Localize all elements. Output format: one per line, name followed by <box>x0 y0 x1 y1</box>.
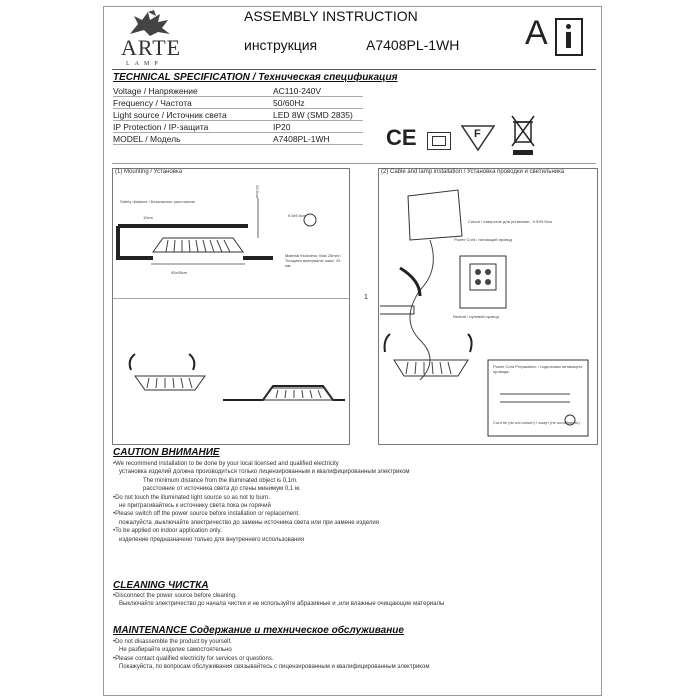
lang-badge: A <box>525 14 548 52</box>
spec-label: MODEL / Модель <box>113 134 181 144</box>
spec-value: IP20 <box>273 122 291 132</box>
header-divider <box>112 69 596 70</box>
caution-line: расстояние от источника света до стены минимум 0,1 м. <box>143 486 301 493</box>
dim-10cm: 10cm <box>143 215 153 220</box>
caution-line: •Please switch off the power source before installation or replacement. <box>113 511 300 518</box>
power-cord-label: Power Cord / питающий провод <box>454 237 512 242</box>
caution-line: не притрагивайтесь к источнику света пока он горячий <box>119 503 271 510</box>
maintenance-title: MAINTENANCE Содержание и техническое обслуживание <box>113 625 404 636</box>
dim-depth: 25.5cm <box>255 185 260 199</box>
info-book-icon <box>555 18 583 56</box>
cleaning-line: •Disconnect the power source before cleaning. <box>113 593 237 599</box>
material-note: Material thickness: Max 25mm / Толщина материала: макс. 25 мм <box>285 253 342 268</box>
spec-value: AC110-240V <box>273 86 322 96</box>
cutout-label: Cutout / отверстие для установки : 9.5X9.5cm <box>468 219 552 224</box>
spec-value: A7408PL-1WH <box>273 134 330 144</box>
f-mark-icon <box>460 122 496 157</box>
ce-mark: CE <box>386 125 417 150</box>
caution-line: •To be applied on indoor application only. <box>113 528 222 535</box>
spec-label: Frequency / Частота <box>113 98 192 108</box>
maintenance-line: Не разбирайте изделие самостоятельно <box>119 647 232 654</box>
mounting-title: (1) Mounting / Установка <box>115 169 183 175</box>
caution-line: пожалуйста ,выключайте электричество до замены источника света или при замене изделия <box>119 519 379 526</box>
cord-prep-title: Power Cord Preparation: / подготовка питающего провода: <box>493 364 583 374</box>
spec-divider <box>112 163 596 164</box>
cleaning-title: CLEANING ЧИСТКА <box>113 580 209 591</box>
f-mark-label: F <box>474 128 481 140</box>
class-ii-icon <box>427 132 451 150</box>
maintenance-list <box>113 638 429 672</box>
maintenance-line: •Please contact qualified electricity for services or questions. <box>113 655 274 662</box>
cleaning-list <box>113 592 444 609</box>
dim-95x95: 95x95cm <box>171 270 188 275</box>
brand-logo <box>120 8 186 68</box>
mounting-diagram <box>113 178 283 278</box>
safety-distance-label: Safety distance / Безопасное расстояние <box>120 199 195 204</box>
weee-bin-icon <box>510 114 536 163</box>
caution-line: The minimum distance from the illuminated object is 0,1m. <box>143 477 298 484</box>
brand-name: ARTE <box>121 35 182 60</box>
griffin-icon <box>120 8 186 38</box>
caution-line: •Do not touch the illuminated light source so as not to burn. <box>113 494 270 501</box>
spec-value: LED 8W (SMD 2835) <box>273 110 353 120</box>
spec-label: Light source / Источник света <box>113 110 227 120</box>
spec-title: TECHNICAL SPECIFICATION / Техническая спецификация <box>113 72 398 83</box>
spec-label: Voltage / Напряжение <box>113 86 198 96</box>
cord-prep-note: Cord tie (do not loosen) / хомут (не ослабевать) <box>493 420 580 425</box>
neutral-label: Neutral / нулевой провод <box>453 314 499 319</box>
caution-line: •We recommend installation to be done by your local licensed and qualified electricity <box>113 461 339 467</box>
cleaning-line: Выключайте электричество до начала чистки и не используйте абразивные и ,или влажные очищающие материалы <box>119 601 445 608</box>
page-title: ASSEMBLY INSTRUCTION <box>244 8 418 24</box>
step-one-marker: 1 <box>364 294 368 301</box>
spec-value: 50/60Hz <box>273 98 305 108</box>
install-diagram <box>113 330 348 440</box>
page-model: A7408PL-1WH <box>366 37 460 53</box>
brand-subtitle: LAMP <box>126 61 163 67</box>
maintenance-line: •Do not disassemble the product by yourself. <box>113 639 232 645</box>
cutout-size: 9.5x9.5cm <box>288 213 307 218</box>
caution-list <box>113 460 410 544</box>
page-subtitle-ru: инструкция <box>244 37 318 53</box>
caution-line: изделение предназначено только для внутреннего использования <box>119 536 304 543</box>
caution-title: CAUTION ВНИМАНИЕ <box>113 447 220 458</box>
spec-label: IP Protection / IP-защита <box>113 122 209 132</box>
caution-line: установка изделий должна производиться только лицензированным и квалифицированным электриком <box>119 469 410 476</box>
maintenance-line: Покажуйста, по вопросам обслуживания связывайтесь с лицензированным и квалифицированным электриком <box>119 664 430 671</box>
cable-title: (2) Cable and lamp installation / Установка проводки и светильника <box>381 169 565 175</box>
